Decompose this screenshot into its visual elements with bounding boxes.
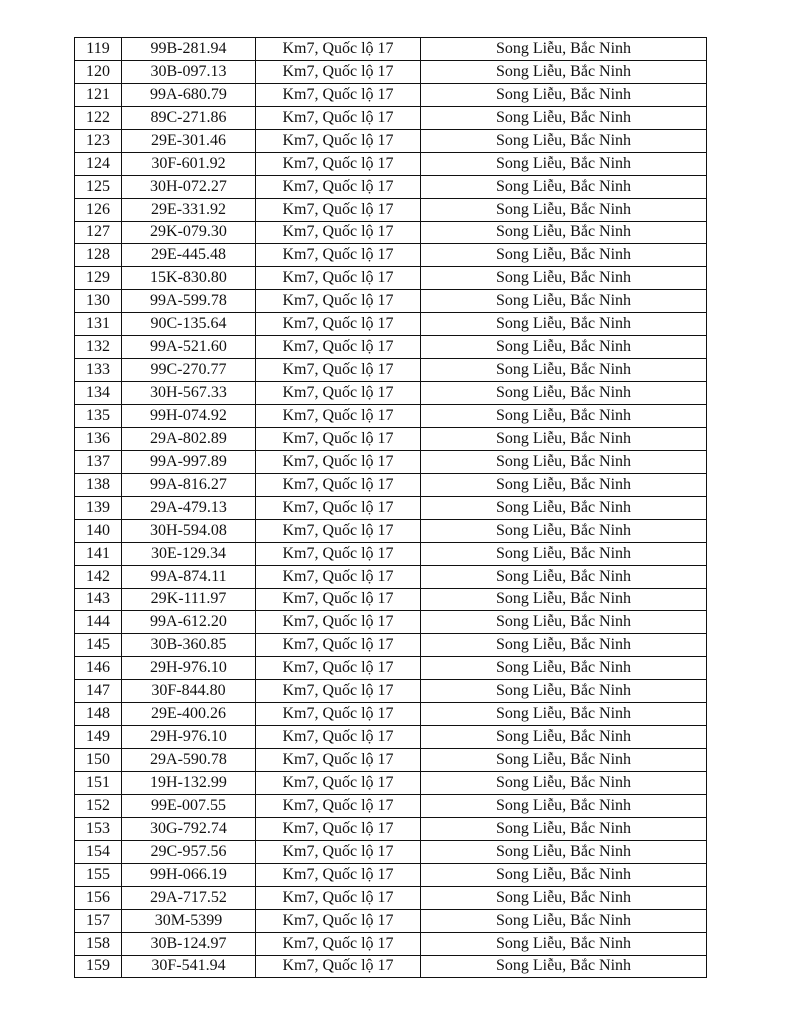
location-cell: Km7, Quốc lộ 17 — [256, 198, 421, 221]
table-row — [75, 519, 707, 542]
location-cell: Km7, Quốc lộ 17 — [256, 427, 421, 450]
row-number-cell: 135 — [75, 405, 122, 428]
table-row — [75, 221, 707, 244]
location-cell: Km7, Quốc lộ 17 — [256, 886, 421, 909]
row-number-cell: 123 — [75, 129, 122, 152]
table-row — [75, 450, 707, 473]
place-cell: Song Liễu, Bắc Ninh — [421, 60, 707, 83]
location-cell: Km7, Quốc lộ 17 — [256, 680, 421, 703]
license-plate-cell: 30F-844.80 — [122, 680, 256, 703]
license-plate-cell: 30B-124.97 — [122, 932, 256, 955]
license-plate-cell: 30E-129.34 — [122, 542, 256, 565]
license-plate-cell: 29K-111.97 — [122, 588, 256, 611]
place-cell: Song Liễu, Bắc Ninh — [421, 450, 707, 473]
place-cell: Song Liễu, Bắc Ninh — [421, 198, 707, 221]
license-plate-cell: 99A-874.11 — [122, 565, 256, 588]
place-cell: Song Liễu, Bắc Ninh — [421, 703, 707, 726]
license-plate-cell: 29H-976.10 — [122, 657, 256, 680]
place-cell: Song Liễu, Bắc Ninh — [421, 565, 707, 588]
place-cell: Song Liễu, Bắc Ninh — [421, 496, 707, 519]
place-cell: Song Liễu, Bắc Ninh — [421, 221, 707, 244]
place-cell: Song Liễu, Bắc Ninh — [421, 817, 707, 840]
row-number-cell: 128 — [75, 244, 122, 267]
place-cell: Song Liễu, Bắc Ninh — [421, 932, 707, 955]
table-row — [75, 405, 707, 428]
place-cell: Song Liễu, Bắc Ninh — [421, 152, 707, 175]
license-plate-cell: 99H-066.19 — [122, 863, 256, 886]
row-number-cell: 159 — [75, 955, 122, 978]
place-cell: Song Liễu, Bắc Ninh — [421, 863, 707, 886]
place-cell: Song Liễu, Bắc Ninh — [421, 680, 707, 703]
table-row — [75, 588, 707, 611]
location-cell: Km7, Quốc lộ 17 — [256, 817, 421, 840]
location-cell: Km7, Quốc lộ 17 — [256, 221, 421, 244]
row-number-cell: 129 — [75, 267, 122, 290]
table-row — [75, 657, 707, 680]
license-plate-cell: 19H-132.99 — [122, 772, 256, 795]
location-cell: Km7, Quốc lộ 17 — [256, 588, 421, 611]
location-cell: Km7, Quốc lộ 17 — [256, 634, 421, 657]
place-cell: Song Liễu, Bắc Ninh — [421, 840, 707, 863]
location-cell: Km7, Quốc lộ 17 — [256, 60, 421, 83]
table-row — [75, 38, 707, 61]
place-cell: Song Liễu, Bắc Ninh — [421, 175, 707, 198]
location-cell: Km7, Quốc lộ 17 — [256, 106, 421, 129]
license-plate-cell: 29K-079.30 — [122, 221, 256, 244]
row-number-cell: 153 — [75, 817, 122, 840]
place-cell: Song Liễu, Bắc Ninh — [421, 38, 707, 61]
row-number-cell: 152 — [75, 794, 122, 817]
license-plate-cell: 30B-360.85 — [122, 634, 256, 657]
row-number-cell: 138 — [75, 473, 122, 496]
location-cell: Km7, Quốc lộ 17 — [256, 496, 421, 519]
location-cell: Km7, Quốc lộ 17 — [256, 565, 421, 588]
row-number-cell: 122 — [75, 106, 122, 129]
location-cell: Km7, Quốc lộ 17 — [256, 129, 421, 152]
location-cell: Km7, Quốc lộ 17 — [256, 726, 421, 749]
place-cell: Song Liễu, Bắc Ninh — [421, 106, 707, 129]
location-cell: Km7, Quốc lộ 17 — [256, 313, 421, 336]
table-row — [75, 359, 707, 382]
license-plate-cell: 29A-802.89 — [122, 427, 256, 450]
place-cell: Song Liễu, Bắc Ninh — [421, 909, 707, 932]
table-row — [75, 611, 707, 634]
row-number-cell: 148 — [75, 703, 122, 726]
table-row — [75, 473, 707, 496]
place-cell: Song Liễu, Bắc Ninh — [421, 588, 707, 611]
table-row — [75, 726, 707, 749]
license-plate-cell: 29C-957.56 — [122, 840, 256, 863]
row-number-cell: 125 — [75, 175, 122, 198]
location-cell: Km7, Quốc lộ 17 — [256, 152, 421, 175]
row-number-cell: 158 — [75, 932, 122, 955]
location-cell: Km7, Quốc lộ 17 — [256, 244, 421, 267]
table-row — [75, 955, 707, 978]
place-cell: Song Liễu, Bắc Ninh — [421, 313, 707, 336]
license-plate-cell: 30M-5399 — [122, 909, 256, 932]
row-number-cell: 134 — [75, 382, 122, 405]
license-plate-cell: 99A-521.60 — [122, 336, 256, 359]
location-cell: Km7, Quốc lộ 17 — [256, 267, 421, 290]
table-row — [75, 198, 707, 221]
row-number-cell: 132 — [75, 336, 122, 359]
row-number-cell: 133 — [75, 359, 122, 382]
location-cell: Km7, Quốc lộ 17 — [256, 359, 421, 382]
row-number-cell: 124 — [75, 152, 122, 175]
place-cell: Song Liễu, Bắc Ninh — [421, 290, 707, 313]
license-plate-cell: 99A-816.27 — [122, 473, 256, 496]
table-row — [75, 565, 707, 588]
location-cell: Km7, Quốc lộ 17 — [256, 175, 421, 198]
row-number-cell: 119 — [75, 38, 122, 61]
row-number-cell: 131 — [75, 313, 122, 336]
license-plate-cell: 99H-074.92 — [122, 405, 256, 428]
row-number-cell: 149 — [75, 726, 122, 749]
table-row — [75, 772, 707, 795]
location-cell: Km7, Quốc lộ 17 — [256, 794, 421, 817]
table-row — [75, 60, 707, 83]
license-plate-cell: 99E-007.55 — [122, 794, 256, 817]
license-plate-cell: 29A-590.78 — [122, 749, 256, 772]
place-cell: Song Liễu, Bắc Ninh — [421, 726, 707, 749]
place-cell: Song Liễu, Bắc Ninh — [421, 267, 707, 290]
place-cell: Song Liễu, Bắc Ninh — [421, 886, 707, 909]
place-cell: Song Liễu, Bắc Ninh — [421, 542, 707, 565]
license-plate-cell: 29E-445.48 — [122, 244, 256, 267]
license-plate-cell: 29E-331.92 — [122, 198, 256, 221]
table-row — [75, 634, 707, 657]
row-number-cell: 142 — [75, 565, 122, 588]
table-row — [75, 129, 707, 152]
license-plate-cell: 29A-479.13 — [122, 496, 256, 519]
location-cell: Km7, Quốc lộ 17 — [256, 932, 421, 955]
location-cell: Km7, Quốc lộ 17 — [256, 38, 421, 61]
place-cell: Song Liễu, Bắc Ninh — [421, 405, 707, 428]
table-row — [75, 336, 707, 359]
row-number-cell: 136 — [75, 427, 122, 450]
license-plate-cell: 30F-601.92 — [122, 152, 256, 175]
license-plate-cell: 30B-097.13 — [122, 60, 256, 83]
place-cell: Song Liễu, Bắc Ninh — [421, 634, 707, 657]
table-row — [75, 863, 707, 886]
location-cell: Km7, Quốc lộ 17 — [256, 473, 421, 496]
table-body — [75, 38, 707, 978]
license-plate-cell: 29E-301.46 — [122, 129, 256, 152]
place-cell: Song Liễu, Bắc Ninh — [421, 657, 707, 680]
license-plate-cell: 99A-680.79 — [122, 83, 256, 106]
location-cell: Km7, Quốc lộ 17 — [256, 772, 421, 795]
license-plate-cell: 99A-997.89 — [122, 450, 256, 473]
row-number-cell: 146 — [75, 657, 122, 680]
table-row — [75, 382, 707, 405]
license-plate-cell: 29E-400.26 — [122, 703, 256, 726]
license-plate-cell: 30H-594.08 — [122, 519, 256, 542]
table-row — [75, 886, 707, 909]
license-plate-cell: 99A-612.20 — [122, 611, 256, 634]
table-row — [75, 932, 707, 955]
license-plate-cell: 30H-072.27 — [122, 175, 256, 198]
license-plate-cell: 30F-541.94 — [122, 955, 256, 978]
row-number-cell: 144 — [75, 611, 122, 634]
license-plate-cell: 30G-792.74 — [122, 817, 256, 840]
row-number-cell: 140 — [75, 519, 122, 542]
row-number-cell: 139 — [75, 496, 122, 519]
table-row — [75, 83, 707, 106]
row-number-cell: 130 — [75, 290, 122, 313]
row-number-cell: 151 — [75, 772, 122, 795]
table-row — [75, 290, 707, 313]
table-row — [75, 267, 707, 290]
place-cell: Song Liễu, Bắc Ninh — [421, 772, 707, 795]
row-number-cell: 127 — [75, 221, 122, 244]
location-cell: Km7, Quốc lộ 17 — [256, 542, 421, 565]
row-number-cell: 141 — [75, 542, 122, 565]
license-plate-cell: 15K-830.80 — [122, 267, 256, 290]
place-cell: Song Liễu, Bắc Ninh — [421, 83, 707, 106]
row-number-cell: 137 — [75, 450, 122, 473]
location-cell: Km7, Quốc lộ 17 — [256, 909, 421, 932]
location-cell: Km7, Quốc lộ 17 — [256, 382, 421, 405]
license-plate-cell: 89C-271.86 — [122, 106, 256, 129]
place-cell: Song Liễu, Bắc Ninh — [421, 519, 707, 542]
place-cell: Song Liễu, Bắc Ninh — [421, 794, 707, 817]
location-cell: Km7, Quốc lộ 17 — [256, 863, 421, 886]
location-cell: Km7, Quốc lộ 17 — [256, 611, 421, 634]
row-number-cell: 154 — [75, 840, 122, 863]
location-cell: Km7, Quốc lộ 17 — [256, 657, 421, 680]
table-row — [75, 313, 707, 336]
license-plate-cell: 99B-281.94 — [122, 38, 256, 61]
table-row — [75, 175, 707, 198]
row-number-cell: 143 — [75, 588, 122, 611]
row-number-cell: 121 — [75, 83, 122, 106]
table-row — [75, 794, 707, 817]
table-row — [75, 542, 707, 565]
table-row — [75, 106, 707, 129]
place-cell: Song Liễu, Bắc Ninh — [421, 244, 707, 267]
row-number-cell: 157 — [75, 909, 122, 932]
row-number-cell: 120 — [75, 60, 122, 83]
license-plate-cell: 99C-270.77 — [122, 359, 256, 382]
table-row — [75, 749, 707, 772]
place-cell: Song Liễu, Bắc Ninh — [421, 336, 707, 359]
location-cell: Km7, Quốc lộ 17 — [256, 336, 421, 359]
violation-table — [74, 37, 707, 978]
place-cell: Song Liễu, Bắc Ninh — [421, 473, 707, 496]
location-cell: Km7, Quốc lộ 17 — [256, 83, 421, 106]
place-cell: Song Liễu, Bắc Ninh — [421, 955, 707, 978]
table-row — [75, 680, 707, 703]
license-plate-cell: 30H-567.33 — [122, 382, 256, 405]
place-cell: Song Liễu, Bắc Ninh — [421, 129, 707, 152]
row-number-cell: 155 — [75, 863, 122, 886]
location-cell: Km7, Quốc lộ 17 — [256, 703, 421, 726]
location-cell: Km7, Quốc lộ 17 — [256, 749, 421, 772]
location-cell: Km7, Quốc lộ 17 — [256, 405, 421, 428]
place-cell: Song Liễu, Bắc Ninh — [421, 359, 707, 382]
location-cell: Km7, Quốc lộ 17 — [256, 955, 421, 978]
row-number-cell: 145 — [75, 634, 122, 657]
place-cell: Song Liễu, Bắc Ninh — [421, 749, 707, 772]
row-number-cell: 150 — [75, 749, 122, 772]
table-row — [75, 703, 707, 726]
place-cell: Song Liễu, Bắc Ninh — [421, 427, 707, 450]
row-number-cell: 147 — [75, 680, 122, 703]
location-cell: Km7, Quốc lộ 17 — [256, 290, 421, 313]
location-cell: Km7, Quốc lộ 17 — [256, 840, 421, 863]
license-plate-cell: 99A-599.78 — [122, 290, 256, 313]
row-number-cell: 156 — [75, 886, 122, 909]
table-row — [75, 427, 707, 450]
place-cell: Song Liễu, Bắc Ninh — [421, 611, 707, 634]
table-row — [75, 840, 707, 863]
location-cell: Km7, Quốc lộ 17 — [256, 450, 421, 473]
table-row — [75, 817, 707, 840]
license-plate-cell: 29A-717.52 — [122, 886, 256, 909]
table-row — [75, 152, 707, 175]
row-number-cell: 126 — [75, 198, 122, 221]
table-row — [75, 496, 707, 519]
license-plate-cell: 29H-976.10 — [122, 726, 256, 749]
location-cell: Km7, Quốc lộ 17 — [256, 519, 421, 542]
table-row — [75, 244, 707, 267]
license-plate-cell: 90C-135.64 — [122, 313, 256, 336]
table-row — [75, 909, 707, 932]
place-cell: Song Liễu, Bắc Ninh — [421, 382, 707, 405]
